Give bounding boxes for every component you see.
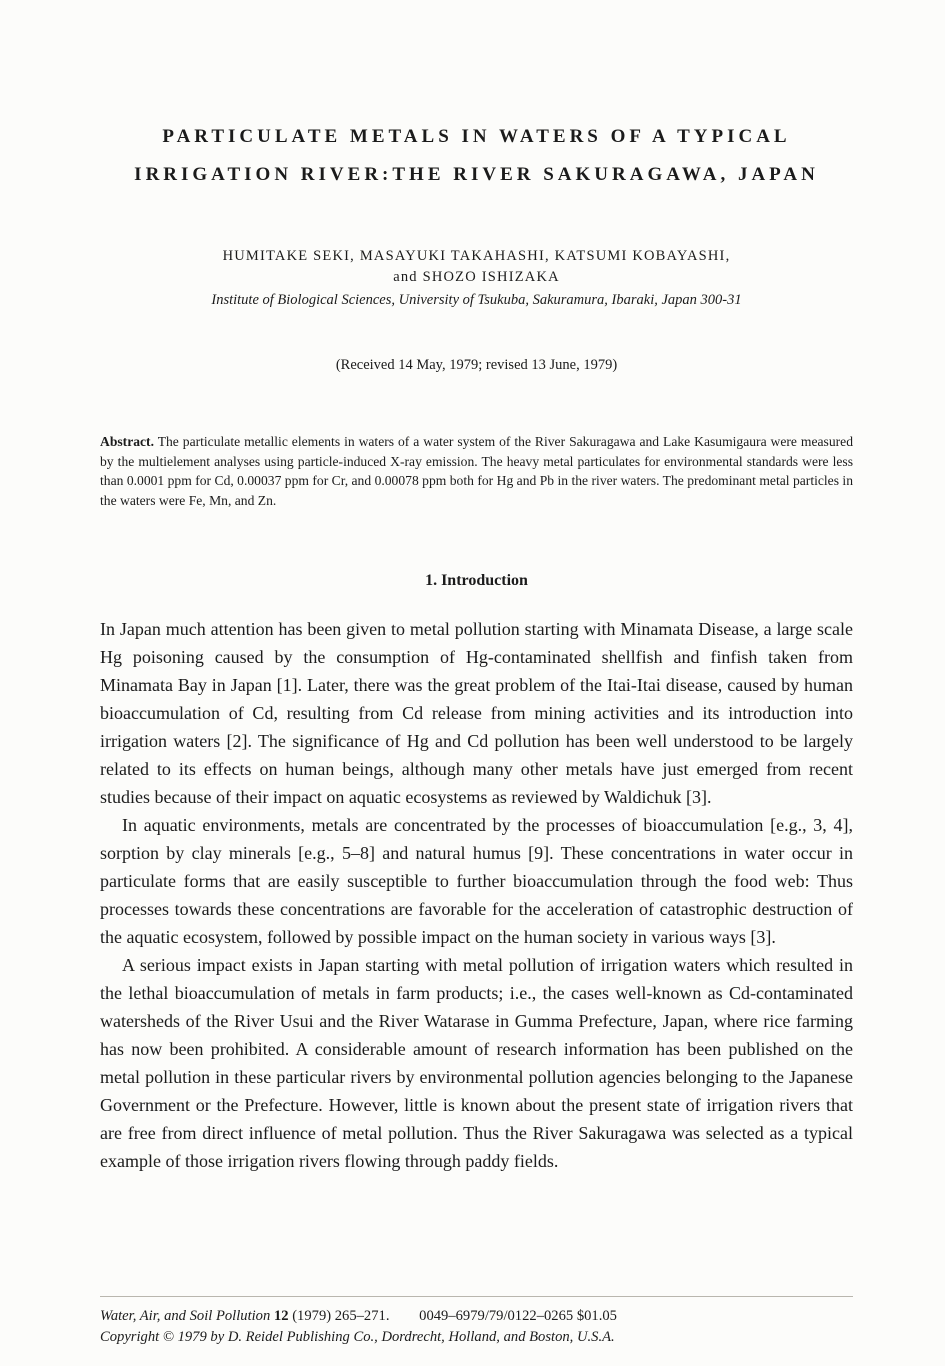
received-note: (Received 14 May, 1979; revised 13 June, 1979) <box>335 357 618 374</box>
affiliation: Institute of Biological Sciences, University of Tsukuba, Sakuramura, Ibaraki, Japan 300-31 <box>211 292 742 309</box>
authors-line-2: and SHOZO ISHIZAKA <box>393 269 560 286</box>
title-line-1: PARTICULATE METALS IN WATERS OF A TYPICAL <box>162 126 791 147</box>
journal-footer <box>100 1296 853 1348</box>
title-line-2: IRRIGATION RIVER:THE RIVER SAKURAGAWA, JAPAN <box>134 164 819 185</box>
intro-paragraph-1: In Japan much attention has been given to metal pollution starting with Minamata Disease, a large scale Hg poisoning caused by the consumption of Hg-contaminated shellfish and finfish taken from Minamata Bay in Japan [1]. Later, there was the great problem of the Itai-Itai disease, caused by human bioaccumulation of Cd, resulting from Cd release from mining activities and its introduction into irrigation waters [2]. The significance of Hg and Cd pollution has been well understood to be largely related to its effects on human beings, although many other metals have just emerged from recent studies because of their impact on aquatic ecosystems as reviewed by Waldichuk [3]. <box>100 619 853 808</box>
introduction-body <box>100 616 853 1176</box>
journal-name: Water, Air, and Soil Pollution <box>100 1307 271 1324</box>
journal-code: 0049–6979/79/0122–0265 $01.05 <box>419 1307 617 1324</box>
abstract-label: Abstract. <box>100 434 154 450</box>
journal-volume: 12 <box>273 1307 289 1324</box>
intro-paragraph-2: In aquatic environments, metals are concentrated by the processes of bioaccumulation [e.g., 3, 4], sorption by clay minerals [e.g., 5–8] and natural humus [9]. These concentrations in water occur in particulate forms that are easily susceptible to further bioaccumulation through the food web: Thus processes towards these concentrations are favorable for the acceleration of catastrophic destruction of the aquatic ecosystem, followed by possible impact on the human society in various ways [3]. <box>100 815 853 948</box>
copyright-line: Copyright © 1979 by D. Reidel Publishing Co., Dordrecht, Holland, and Boston, U.S.A. <box>100 1328 615 1345</box>
journal-ref: (1979) 265–271. <box>292 1307 390 1324</box>
author-list <box>100 246 853 288</box>
journal-citation-line <box>100 1306 853 1327</box>
section-heading-introduction: 1. Introduction <box>425 572 528 590</box>
abstract-text: The particulate metallic elements in waters of a water system of the River Sakuragawa and Lake Kasumigaura were measured by the multielement analyses using particle-induced X-ray emission. The heavy metal particulates for environmental standards were less than 0.0001 ppm for Cd, 0.00037 ppm for Cr, and 0.00078 ppm both for Hg and Pb in the river waters. The predominant metal particles in the waters were Fe, Mn, and Zn. <box>100 434 853 508</box>
authors-line-1: HUMITAKE SEKI, MASAYUKI TAKAHASHI, KATSUMI KOBAYASHI, <box>222 248 731 264</box>
paper-title <box>100 118 853 194</box>
intro-paragraph-3: A serious impact exists in Japan starting with metal pollution of irrigation waters which resulted in the lethal bioaccumulation of metals in farm products; i.e., the cases well-known as Cd-contaminated watersheds of the River Usui and the River Watarase in Gumma Prefecture, Japan, where rice farming has now been prohibited. A considerable amount of research information has been published on the metal pollution in these particular rivers by environmental pollution agencies belonging to the Japanese Government or the Prefecture. However, little is known about the present state of irrigation rivers that are free from direct influence of metal pollution. Thus the River Sakuragawa was selected as a typical example of those irrigation rivers flowing through paddy fields. <box>100 955 853 1171</box>
abstract <box>100 432 853 510</box>
